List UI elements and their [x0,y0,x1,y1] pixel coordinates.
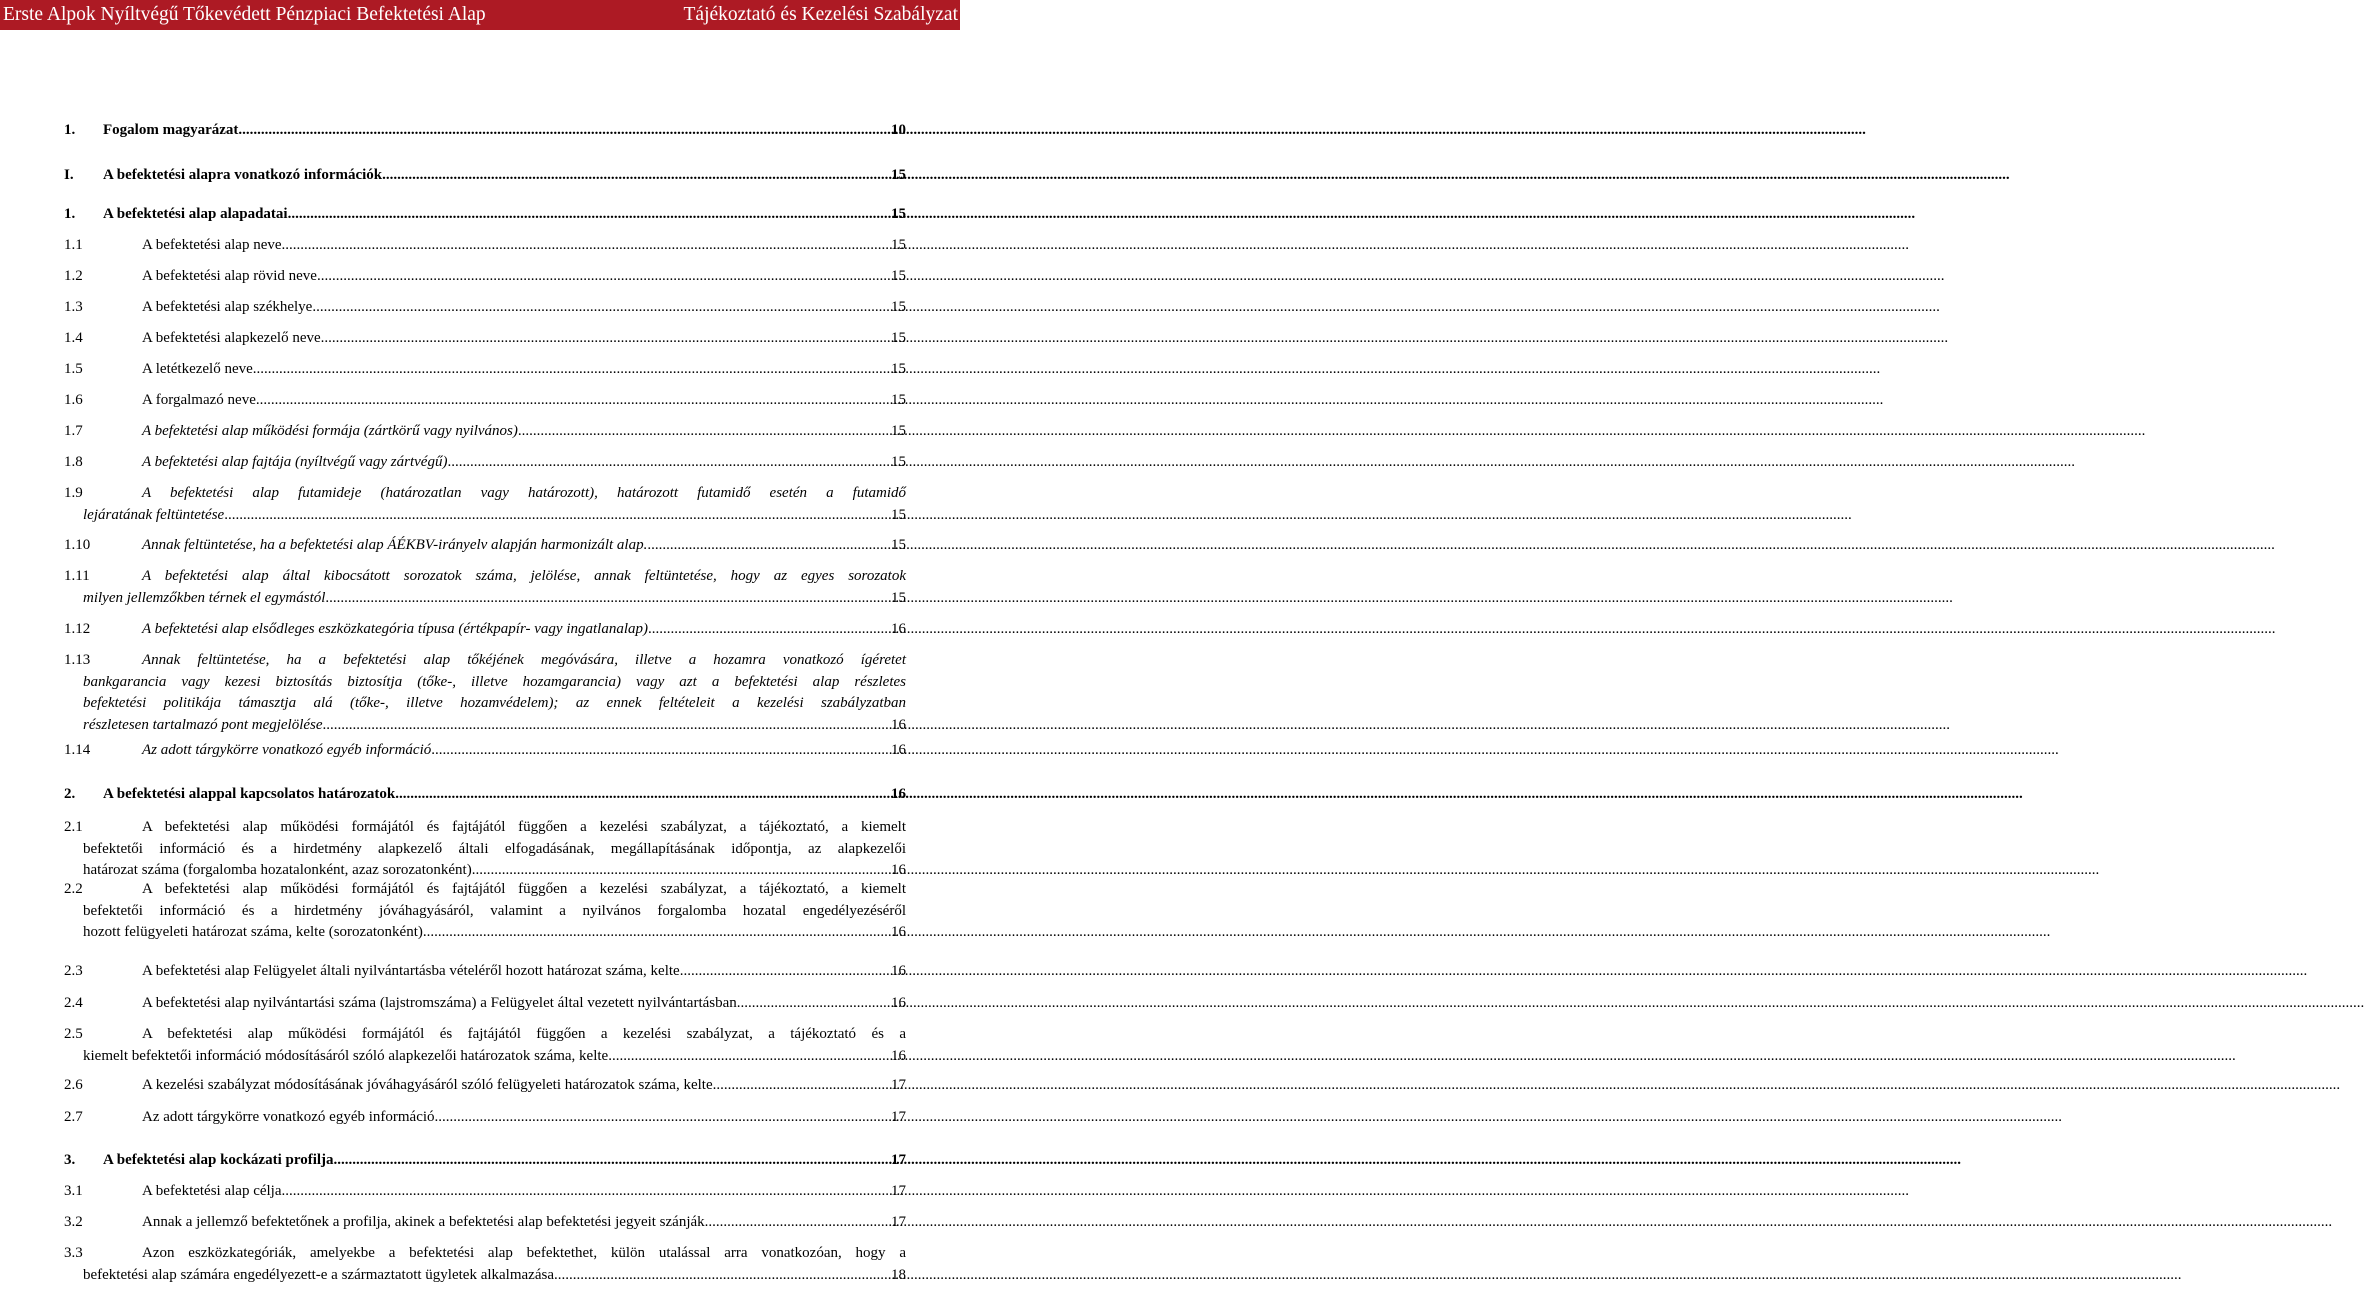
toc-entry-title: A befektetési alap működési formája (zártkörű vagy nyilvános) [142,423,518,439]
toc-entry-number: 1.1 [64,237,83,253]
toc-entry-number: 3.2 [64,1214,83,1230]
toc-entry-title: A befektetési alap működési formájától és fajtájától függően a kezelési szabályzat, a tájékoztató, a kiemelt [142,819,906,835]
toc-entry-number: 1.3 [64,299,83,315]
toc-leader-dots [282,237,891,254]
toc-entry-title: A befektetési alap rövid neve [142,268,317,284]
toc-entry-title: A befektetési alap kockázati profilja [103,1152,334,1168]
table-of-contents [0,0,960,1288]
toc-entry-number: I. [64,167,74,183]
toc-entry-title: A befektetési alap célja [142,1183,282,1199]
toc-page-number: 15 [891,506,906,523]
toc-entry-title: A befektetési alap működési formájától és fajtájától függően a kezelési szabályzat, a tájékoztató, a kiemelt [142,881,906,897]
toc-entry-title: Annak feltüntetése, ha a befektetési alap tőkéjének megóvására, illetve a hozamra vonatkozó ígéretet [142,652,906,668]
toc-page-number: 15 [891,268,906,284]
toc-entry-title: lejáratának feltüntetése [83,506,225,523]
toc-entry-number: 3. [64,1152,76,1168]
toc-entry-number: 1. [64,122,76,138]
toc-entry-title: Annak feltüntetése, ha a befektetési alap ÁÉKBV-irányelv alapján harmonizált alap. [142,537,648,553]
toc-page-number: 15 [891,392,906,408]
toc-leader-dots [431,742,891,759]
toc-leader-dots [224,507,891,524]
toc-entry-title: A befektetési alappal kapcsolatos határozatok [103,786,396,802]
toc-leader-dots [253,361,891,378]
toc-page-number: 15 [891,454,906,470]
toc-entry-number: 1.5 [64,361,83,377]
toc-entry-number: 2.6 [64,1077,83,1093]
toc-leader-dots [238,122,891,139]
toc-page-number: 15 [891,206,906,222]
toc-entry-title: A befektetési alap székhelye [142,299,313,315]
toc-page-number: 15 [891,361,906,377]
toc-leader-dots [518,423,891,440]
toc-leader-dots [256,392,891,409]
toc-entry-title: A kezelési szabályzat módosításának jóváhagyásáról szóló felügyeleti határozatok száma, kelte [142,1077,713,1093]
toc-page-number: 17 [891,1077,906,1093]
toc-entry-number: 1.4 [64,330,83,346]
toc-entry-title: A forgalmazó neve [142,392,256,408]
toc-entry-title: A befektetési alapkezelő neve [142,330,321,346]
toc-page-number: 15 [891,299,906,315]
toc-page-number: 15 [891,537,906,553]
toc-entry-title: befektetői információ és a hirdetmény alapkezelő általi elfogadásának, megállapításának időpontja, az alapkezelői [83,840,906,857]
toc-leader-dots [472,862,891,879]
toc-entry-number: 3.3 [64,1245,83,1261]
toc-leader-dots [334,1152,891,1169]
toc-page-number: 15 [891,589,906,606]
toc-page-number: 16 [891,716,906,733]
toc-entry-title: befektetői információ és a hirdetmény jóváhagyásáról, valamint a nyilvános forgalomba hozatal engedélyezéséről [83,902,906,919]
toc-entry-number: 1.8 [64,454,83,470]
toc-page-number: 15 [891,330,906,346]
toc-entry-title: A befektetési alap elsődleges eszközkategória típusa (értékpapír- vagy ingatlanalap) [142,621,648,637]
toc-page-number: 16 [891,963,906,979]
toc-entry-number: 2.1 [64,819,83,835]
toc-entry-number: 2.3 [64,963,83,979]
toc-entry-title: részletesen tartalmazó pont megjelölése [83,716,323,733]
toc-page-number: 15 [891,237,906,253]
toc-leader-dots [382,167,891,184]
toc-entry-title: A befektetési alap Felügyelet általi nyilvántartásba vételéről hozott határozat száma, kelte [142,963,680,979]
toc-entry-number: 1.2 [64,268,83,284]
toc-leader-dots [705,1214,891,1231]
toc-entry-number: 1.11 [64,568,90,584]
toc-entry-title: A befektetési alap alapadatai [103,206,288,222]
toc-entry-title: A befektetési alap fajtája (nyíltvégű vagy zártvégű) [142,454,448,470]
header-fund-name: Erste Alpok Nyíltvégű Tőkevédett Pénzpiaci Befektetési Alap [3,4,486,25]
toc-entry-number: 2.5 [64,1026,83,1042]
toc-leader-dots [317,268,891,285]
toc-entry-title: Fogalom magyarázat [103,122,239,138]
toc-page-number: 17 [891,1183,906,1199]
toc-entry-title: A befektetési alap által kibocsátott sorozatok száma, jelölése, annak feltüntetése, hogy az egyes sorozatok [142,568,906,584]
toc-leader-dots [325,590,891,607]
toc-page-number: 16 [891,995,906,1011]
toc-page-number: 17 [891,1152,906,1168]
toc-entry-title: hozott felügyeleti határozat száma, kelte (sorozatonként) [83,924,423,940]
toc-leader-dots [288,206,891,223]
toc-leader-dots [608,1048,891,1065]
toc-entry-number: 1.13 [64,652,91,668]
toc-leader-dots [713,1077,891,1094]
toc-entry-number: 1.6 [64,392,83,408]
toc-page-number: 16 [891,1047,906,1064]
toc-leader-dots [395,786,891,803]
toc-entry-title: határozat száma (forgalomba hozatalonként, azaz sorozatonként) [83,862,472,878]
toc-entry-number: 1.9 [64,485,83,501]
toc-page-number: 17 [891,1214,906,1230]
toc-leader-dots [680,963,891,980]
toc-leader-dots [312,299,891,316]
toc-entry-number: 2.4 [64,995,83,1011]
toc-leader-dots [737,995,891,1012]
toc-leader-dots [323,717,891,734]
toc-entry-title: milyen jellemzőkben térnek el egymástól [83,589,326,606]
toc-page-number: 16 [891,786,906,802]
toc-page-number: 16 [891,621,906,637]
toc-entry-number: 1.10 [64,537,91,553]
toc-leader-dots [435,1109,891,1126]
toc-entry-title: A befektetési alap futamideje (határozatlan vagy határozott), határozott futamidő esetén a futamidő [142,485,906,501]
toc-entry-title: A befektetési alap működési formájától és fajtájától függően a kezelési szabályzat, a tájékoztató és a [142,1026,906,1042]
toc-leader-dots [447,454,891,471]
toc-entry-title: Az adott tárgykörre vonatkozó egyéb információ [142,742,432,758]
toc-entry-number: 2.7 [64,1109,83,1125]
toc-entry-title: A befektetési alapra vonatkozó információk [103,167,383,183]
toc-entry-number: 2.2 [64,881,83,897]
toc-entry-title: A befektetési alap nyilvántartási száma (lajstromszáma) a Felügyelet által vezetett nyilvántartásban [142,995,737,1011]
toc-page-number: 15 [891,423,906,439]
toc-entry-number: 3.1 [64,1183,83,1199]
toc-page-number: 18 [891,1266,906,1283]
toc-leader-dots [554,1267,891,1284]
toc-leader-dots [282,1183,891,1200]
toc-page-number: 10 [891,122,906,138]
toc-page-number: 17 [891,1109,906,1125]
toc-leader-dots [321,330,891,347]
toc-entry-title: kiemelt befektetői információ módosításáról szóló alapkezelői határozatok száma, kelte [83,1047,609,1064]
toc-entry-number: 1.12 [64,621,91,637]
toc-leader-dots [423,924,891,941]
toc-entry-title: befektetési alap számára engedélyezett-e a származtatott ügyletek alkalmazása [83,1266,554,1283]
toc-entry-title: Annak a jellemző befektetőnek a profilja, akinek a befektetési alap befektetési jegyeit szánják [142,1214,705,1230]
toc-entry-title: A letétkezelő neve [142,361,253,377]
toc-entry-title: Az adott tárgykörre vonatkozó egyéb információ [142,1109,435,1125]
toc-page-number: 16 [891,862,906,878]
toc-leader-dots [648,621,891,638]
toc-leader-dots [647,537,891,554]
toc-entry-title: bankgarancia vagy kezesi biztosítás biztosítja (tőke-, illetve hozamgarancia) vagy azt a befektetési alap részletes [83,673,906,690]
toc-page-number: 16 [891,924,906,940]
toc-entry-number: 1.14 [64,742,91,758]
toc-entry-title: befektetési politikája támasztja alá (tőke-, illetve hozamvédelem); az ennek feltételeit a kezelési szabályzatban [83,695,906,711]
toc-entry-number: 2. [64,786,76,802]
toc-entry-title: Azon eszközkategóriák, amelyekbe a befektetési alap befektethet, külön utalással arra vonatkozóan, hogy a [142,1245,906,1261]
header-document-type: Tájékoztató és Kezelési Szabályzat [683,4,958,25]
toc-entry-number: 1. [64,206,76,222]
toc-page-number: 16 [891,742,906,758]
toc-page-number: 15 [891,167,906,183]
toc-entry-title: A befektetési alap neve [142,237,282,253]
toc-entry-number: 1.7 [64,423,83,439]
